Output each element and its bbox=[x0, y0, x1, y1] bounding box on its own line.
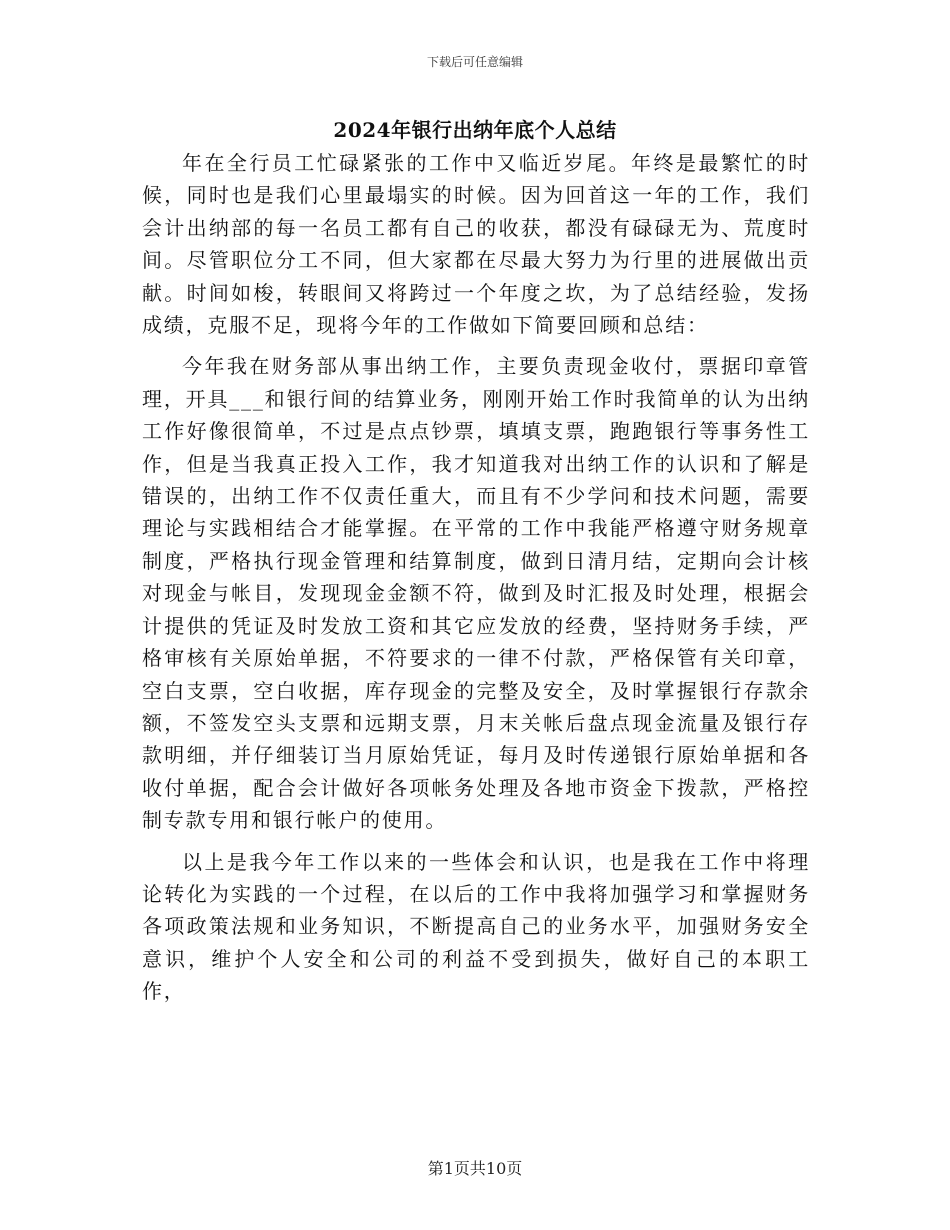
header-note: 下载后可任意编辑 bbox=[426, 55, 523, 69]
document-body bbox=[142, 147, 810, 1008]
page-number: 第1页共10页 bbox=[427, 1159, 523, 1178]
paragraph-intro: 年在全行员工忙碌紧张的工作中又临近岁尾。年终是最繁忙的时候，同时也是我们心里最塌实的时候。因为回首这一年的工作，我们会计出纳部的每一名员工都有自己的收获，都没有碌碌无为、荒度时间。尽管职位分工不同，但大家都在尽最大努力为行里的进展做出贡献。时间如梭，转眼间又将跨过一个年度之坎，为了总结经验，发扬成绩，克服不足，现将今年的工作做如下简要回顾和总结： bbox=[142, 151, 810, 338]
document-title: 2024年银行出纳年底个人总结 bbox=[333, 118, 617, 142]
paragraph-work-details: 今年我在财务部从事出纳工作，主要负责现金收付，票据印章管理，开具___和银行间的结算业务，刚刚开始工作时我简单的认为出纳工作好像很简单，不过是点点钞票，填填支票，跑跑银行等事务性工作，但是当我真正投入工作，我才知道我对出纳工作的认识和了解是错误的，出纳工作不仅责任重大，而且有不少学问和技术问题，需要理论与实践相结合才能掌握。在平常的工作中我能严格遵守财务规章制度，严格执行现金管理和结算制度，做到日清月结，定期向会计核对现金与帐目，发现现金金额不符，做到及时汇报及时处理，根据会计提供的凭证及时发放工资和其它应发放的经费，坚持财务手续，严格审核有关原始单据，不符要求的一律不付款，严格保管有关印章，空白支票，空白收据，库存现金的完整及安全，及时掌握银行存款余额，不签发空头支票和远期支票，月末关帐后盘点现金流量及银行存款明细，并仔细装订当月原始凭证，每月及时传递银行原始单据和各收付单据，配合会计做好各项帐务处理及各地市资金下拨款，严格控制专款专用和银行帐户的使用。 bbox=[142, 354, 810, 833]
paragraph-conclusion: 以上是我今年工作以来的一些体会和认识，也是我在工作中将理论转化为实践的一个过程，在以后的工作中我将加强学习和掌握财务各项政策法规和业务知识，不断提高自己的业务水平，加强财务安全意识，维护个人安全和公司的利益不受到损失，做好自己的本职工作， bbox=[142, 849, 810, 1004]
